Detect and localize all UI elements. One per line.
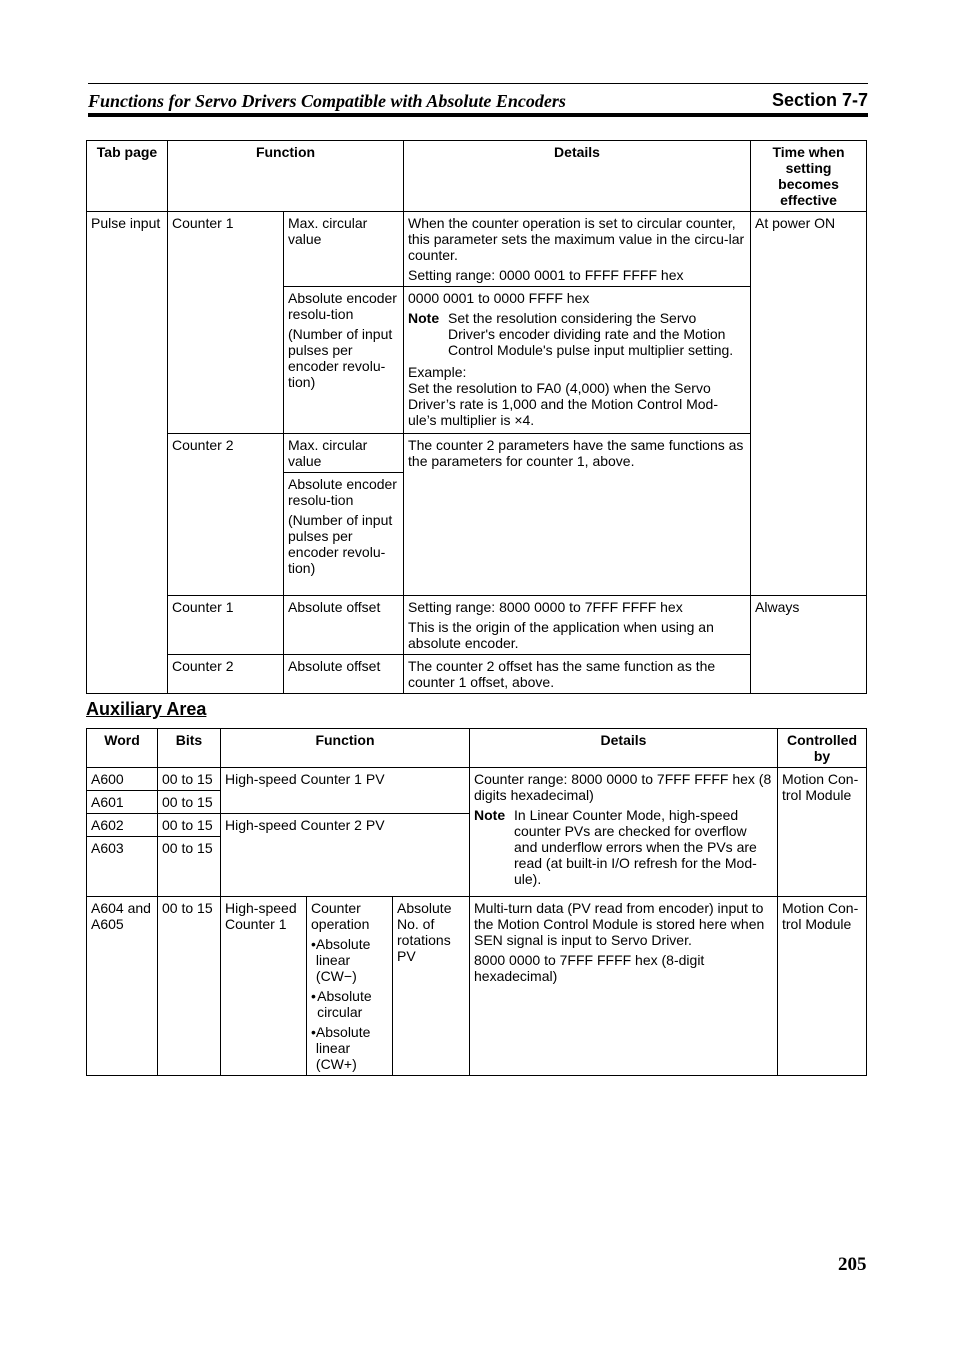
auxiliary-area-table <box>86 728 867 1076</box>
details-counter-range <box>470 768 778 897</box>
header-function: Function <box>168 141 404 212</box>
abs-res-label: Absolute encoder resolu-tion <box>288 290 397 322</box>
controlled-by-cell: Motion Con-trol Module <box>778 897 867 1076</box>
function-counter-2: High-speed Counter 2 PV <box>221 814 470 897</box>
function-hs-counter-1: High-speed Counter 1 <box>221 897 307 1076</box>
bullet-item <box>311 1024 388 1072</box>
word-cell: A600 <box>87 768 158 791</box>
cell-abs-offset-2: Absolute offset <box>284 655 404 694</box>
bullet-icon: • <box>311 1024 316 1040</box>
cell-abs-resolution-2 <box>284 473 404 596</box>
cell-max-circular-2: Max. circular value <box>284 434 404 473</box>
note-text: In Linear Counter Mode, high-speed counter PVs are checked for overflow and underflow errors when the PVs are read (at built-in I/O refresh for the Mod-ule). <box>514 807 757 887</box>
note-label: Note <box>408 310 440 326</box>
details-range: Setting range: 0000 0001 to FFFF FFFF hex <box>408 267 684 283</box>
offset-desc: This is the origin of the application when using an absolute encoder. <box>408 619 714 651</box>
bits-cell: 00 to 15 <box>158 791 221 814</box>
header-function: Function <box>221 729 470 768</box>
cell-counter-1: Counter 1 <box>168 212 284 434</box>
page-header <box>88 83 868 114</box>
header-details: Details <box>470 729 778 768</box>
bullet-text: Absolute linear (CW+) <box>315 1024 371 1072</box>
cell-counter-2: Counter 2 <box>168 434 284 596</box>
header-word: Word <box>87 729 158 768</box>
bullet-text: Absolute linear (CW−) <box>315 936 371 984</box>
bullet-icon: • <box>311 936 316 952</box>
cell-abs-offset: Absolute offset <box>284 596 404 655</box>
details-res-range: 0000 0001 to 0000 FFFF hex <box>408 290 590 306</box>
bullet-icon: • <box>311 988 316 1004</box>
details-multiturn <box>470 897 778 1076</box>
note-text: Set the resolution considering the Servo Driver's encoder dividing rate and the Motion Control Module's pulse input multiplier setting. <box>448 310 734 358</box>
bits-cell: 00 to 15 <box>158 768 221 791</box>
multiturn-range: 8000 0000 to 7FFF FFFF hex (8-digit hexadecimal) <box>474 952 705 984</box>
bullet-item <box>311 936 388 984</box>
cell-offset-counter-1: Counter 1 <box>168 596 284 655</box>
function-rotations-pv: Absolute No. of rotations PV <box>393 897 470 1076</box>
header-rule <box>88 113 868 117</box>
note-label: Note <box>474 807 506 823</box>
parameters-table <box>86 140 867 694</box>
example-label: Example: <box>408 364 467 380</box>
page-number: 205 <box>838 1254 867 1275</box>
offset-range: Setting range: 8000 0000 to 7FFF FFFF hex <box>408 599 683 615</box>
header-title: Functions for Servo Drivers Compatible with Absolute Encoders <box>88 91 566 111</box>
cell-offset-counter-2: Counter 2 <box>168 655 284 694</box>
cell-abs-resolution <box>284 287 404 434</box>
abs-res-sub: (Number of input pulses per encoder revolu-tion) <box>288 512 393 576</box>
cell-details-max-circular <box>404 212 751 287</box>
multiturn-text: Multi-turn data (PV read from encoder) input to the Motion Control Module is stored here when SEN signal is input to Servo Driver. <box>474 900 765 948</box>
function-counter-operation <box>307 897 393 1076</box>
bits-cell-a604: 00 to 15 <box>158 897 221 1076</box>
auxiliary-area-heading: Auxiliary Area <box>86 699 207 719</box>
header-bits: Bits <box>158 729 221 768</box>
bits-cell: 00 to 15 <box>158 814 221 837</box>
header-details: Details <box>404 141 751 212</box>
function-counter-1: High-speed Counter 1 PV <box>221 768 470 814</box>
section-label: Section 7-7 <box>771 90 868 110</box>
abs-res-label: Absolute encoder resolu-tion <box>288 476 397 508</box>
header-time: Time when setting becomes effective <box>751 141 867 212</box>
cell-tab-page: Pulse input <box>87 212 168 694</box>
cell-details-resolution <box>404 287 751 434</box>
cell-details-counter-2: The counter 2 parameters have the same functions as the parameters for counter 1, above. <box>404 434 751 596</box>
bits-cell: 00 to 15 <box>158 837 221 897</box>
abs-res-sub: (Number of input pulses per encoder revolu-tion) <box>288 326 393 390</box>
controlled-by-cell: Motion Con-trol Module <box>778 768 867 897</box>
note-block <box>474 807 773 887</box>
example-text: Set the resolution to FA0 (4,000) when the Servo Driver’s rate is 1,000 and the Motion Control Mod-ule’s multiplier is ×4. <box>408 380 718 428</box>
header-tab-page: Tab page <box>87 141 168 212</box>
bullet-text: Absolute circular <box>317 988 372 1020</box>
counter-range: Counter range: 8000 0000 to 7FFF FFFF hex (8 digits hexadecimal) <box>474 771 772 803</box>
cell-time-power-on: At power ON <box>751 212 867 596</box>
word-cell: A602 <box>87 814 158 837</box>
word-cell-a604: A604 and A605 <box>87 897 158 1076</box>
cell-details-offset <box>404 596 751 655</box>
word-cell: A601 <box>87 791 158 814</box>
header-controlled: Controlled by <box>778 729 867 768</box>
cell-time-always: Always <box>751 596 867 694</box>
note-block <box>408 310 746 358</box>
cell-max-circular: Max. circular value <box>284 212 404 287</box>
counter-operation-label: Counter operation <box>311 900 370 932</box>
cell-details-offset-2: The counter 2 offset has the same function as the counter 1 offset, above. <box>404 655 751 694</box>
word-cell: A603 <box>87 837 158 897</box>
bullet-item <box>311 988 388 1020</box>
details-text: When the counter operation is set to circular counter, this parameter sets the maximum value in the circu-lar counter. <box>408 215 745 263</box>
